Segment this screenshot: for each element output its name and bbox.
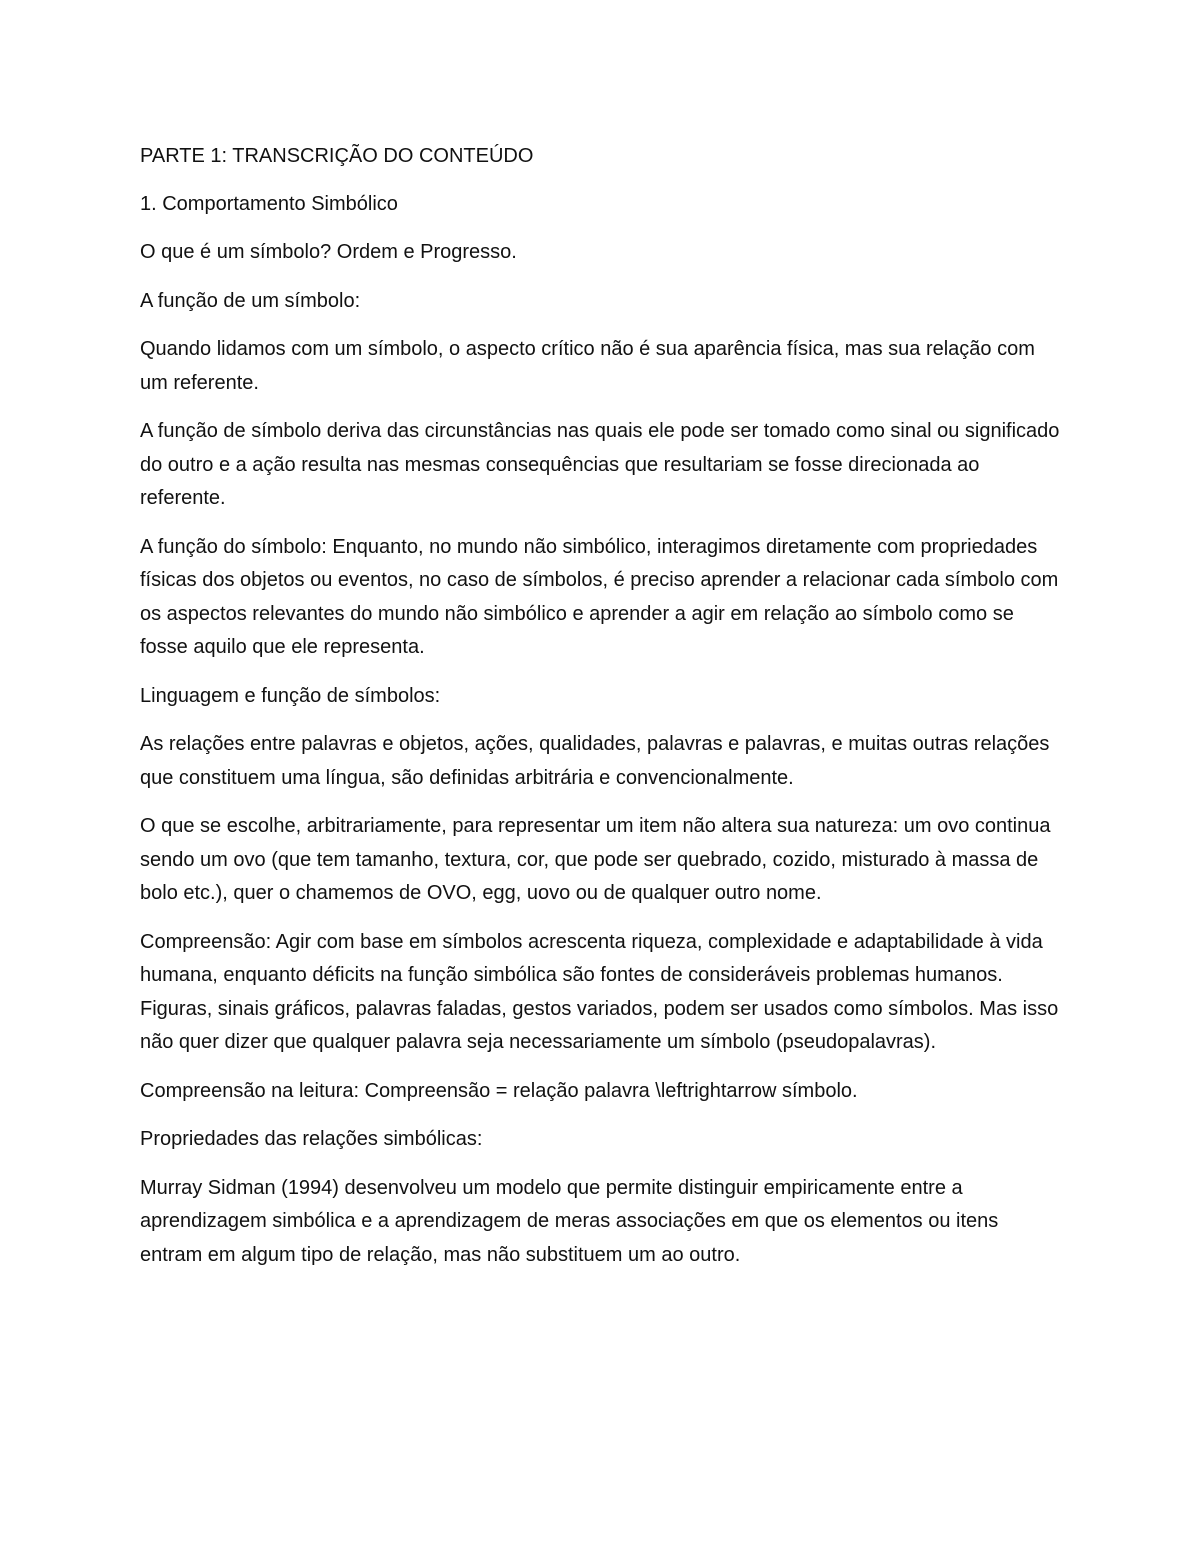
- paragraph: O que é um símbolo? Ordem e Progresso.: [140, 241, 517, 263]
- paragraph: A função de um símbolo:: [140, 289, 361, 312]
- paragraph: Murray Sidman (1994) desenvolveu um modelo que permite distinguir empiricamente entre a aprendizagem simbólica e a aprendizagem de meras associações em que os elementos ou itens entram em algum tipo de relação, mas não substituem um ao outro.: [140, 1176, 999, 1266]
- paragraph: As relações entre palavras e objetos, ações, qualidades, palavras e palavras, e muitas outras relações que constituem uma língua, são definidas arbitrária e convencionalmente.: [140, 733, 1050, 789]
- section-heading: 1. Comportamento Simbólico: [140, 192, 398, 215]
- paragraph: Compreensão na leitura: Compreensão = relação palavra \leftrightarrow símbolo.: [140, 1079, 858, 1102]
- paragraph: O que se escolhe, arbitrariamente, para representar um item não altera sua natureza: um ovo continua sendo um ovo (que tem tamanho, textura, cor, que pode ser quebrado, cozido, misturado à massa de bolo etc.), quer o chamemos de OVO, egg, uovo ou de qualquer outro nome.: [140, 815, 1051, 904]
- paragraph: Quando lidamos com um símbolo, o aspecto crítico não é sua aparência física, mas sua relação com um referente.: [140, 338, 1035, 394]
- paragraph: Linguagem e função de símbolos:: [140, 684, 441, 707]
- paragraph: Propriedades das relações simbólicas:: [140, 1128, 483, 1150]
- paragraph: A função do símbolo: Enquanto, no mundo não simbólico, interagimos diretamente com propriedades físicas dos objetos ou eventos, no caso de símbolos, é preciso aprender a relacionar cada símbolo com os aspectos relevantes do mundo não simbólico e aprender a agir em relação ao símbolo como se fosse aquilo que ele representa.: [140, 535, 1059, 658]
- paragraph: Compreensão: Agir com base em símbolos acrescenta riqueza, complexidade e adaptabilidade à vida humana, enquanto déficits na função simbólica são fontes de consideráveis problemas humanos. Figuras, sinais gráficos, palavras faladas, gestos variados, podem ser usados como símbolos. Mas isso não quer dizer que qualquer palavra seja necessariamente um símbolo (pseudopalavras).: [140, 930, 1059, 1053]
- paragraph: A função de símbolo deriva das circunstâncias nas quais ele pode ser tomado como sinal ou significado do outro e a ação resulta nas mesmas consequências que resultariam se fosse direcionada ao referente.: [140, 420, 1060, 509]
- document-page: [140, 140, 1065, 1287]
- part-title: PARTE 1: TRANSCRIÇÃO DO CONTEÚDO: [140, 145, 534, 167]
